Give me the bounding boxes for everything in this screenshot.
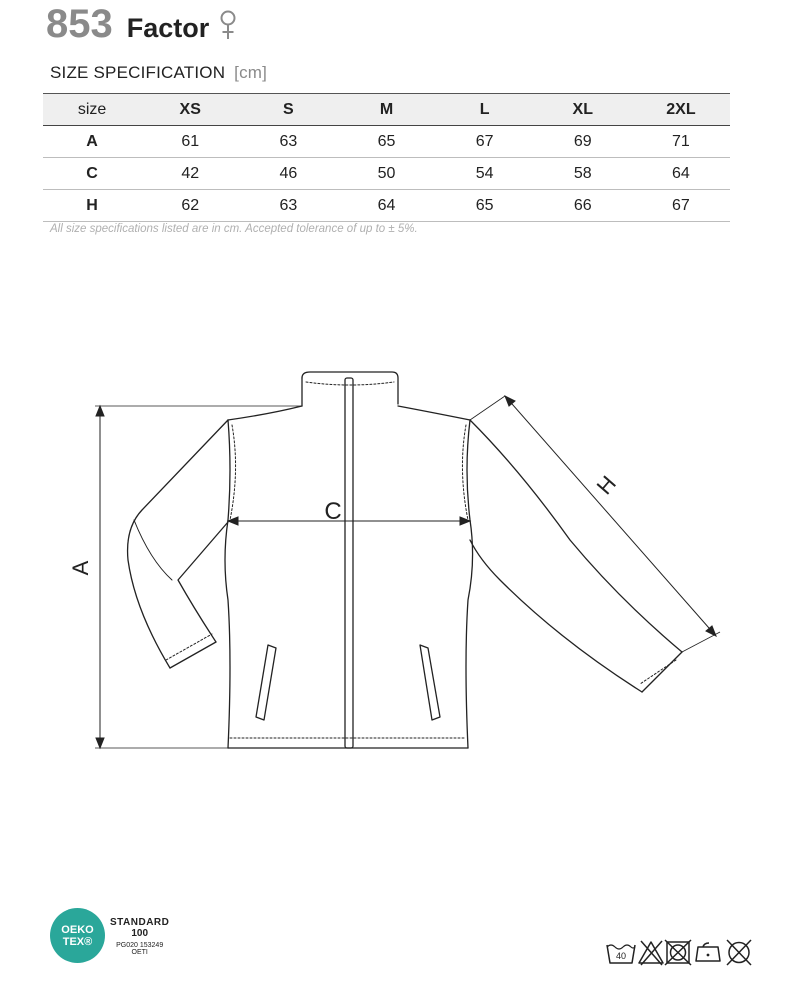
table-cell: 67 — [632, 190, 730, 222]
column-header-xs: XS — [141, 94, 239, 126]
column-header-size: size — [43, 94, 141, 126]
left-cuff-end — [170, 642, 216, 668]
table-cell: 63 — [239, 126, 337, 158]
right-sleeve-outer — [470, 420, 682, 652]
table-cell: 62 — [141, 190, 239, 222]
jacket-measurement-diagram — [0, 350, 803, 770]
table-cell: 67 — [436, 126, 534, 158]
size-spec-title — [50, 63, 267, 83]
table-cell: 71 — [632, 126, 730, 158]
measure-a-label: A — [68, 560, 93, 576]
right-shoulder — [398, 406, 470, 420]
zipper — [345, 378, 353, 748]
table-row — [43, 126, 730, 158]
table-cell: 54 — [436, 158, 534, 190]
no-dry-clean-icon — [727, 940, 751, 965]
tolerance-note: All size specifications listed are in cm. Accepted tolerance of up to ± 5%. — [50, 223, 418, 235]
measure-c-arrow-left — [228, 517, 238, 525]
table-cell: 65 — [337, 126, 435, 158]
table-cell: 58 — [534, 158, 632, 190]
wash-temperature: 40 — [615, 951, 627, 961]
column-header-xl: XL — [534, 94, 632, 126]
left-sleeve-inner — [178, 522, 228, 642]
measure-a-arrow-top — [96, 406, 104, 416]
column-header-s: S — [239, 94, 337, 126]
left-shoulder — [228, 406, 302, 420]
oeko-institute: OETI — [131, 949, 148, 956]
right-pocket — [420, 645, 440, 720]
iron-low-icon — [696, 943, 720, 961]
column-header-m: M — [337, 94, 435, 126]
oeko-standard-label: STANDARD — [110, 917, 170, 928]
measure-h-arrow-top — [505, 396, 515, 406]
oeko-certificate-number: PG020 153249 — [116, 942, 164, 949]
table-cell: 61 — [141, 126, 239, 158]
product-name: Factor — [126, 13, 210, 43]
measure-h-line — [505, 396, 716, 636]
oeko-tex-badge — [50, 908, 105, 963]
oeko-standard-number: 100 — [131, 928, 149, 939]
table-row — [43, 158, 730, 190]
product-code: 853 — [46, 2, 113, 46]
measure-h-arrow-bottom — [706, 626, 716, 636]
row-label: H — [43, 190, 141, 222]
female-symbol-icon — [217, 9, 239, 41]
oeko-badge-line2: TEX® — [62, 935, 93, 948]
table-cell: 46 — [239, 158, 337, 190]
size-spec-unit: [cm] — [234, 63, 268, 82]
right-cuff-end — [642, 652, 682, 692]
table-cell: 66 — [534, 190, 632, 222]
table-cell: 65 — [436, 190, 534, 222]
care-symbols — [606, 937, 756, 967]
measure-c-label: C — [324, 498, 342, 525]
table-cell: 50 — [337, 158, 435, 190]
left-body-side — [225, 420, 230, 748]
no-tumble-dry-icon — [665, 940, 691, 965]
measure-h-label: H — [591, 470, 621, 500]
table-row — [43, 190, 730, 222]
row-label: C — [43, 158, 141, 190]
right-sleeve-inner — [470, 540, 642, 692]
column-header-2xl: 2XL — [632, 94, 730, 126]
size-spec-heading: SIZE SPECIFICATION — [50, 63, 226, 82]
table-cell: 42 — [141, 158, 239, 190]
table-cell: 63 — [239, 190, 337, 222]
left-sleeve-outer — [128, 420, 228, 668]
measure-c-arrow-right — [460, 517, 470, 525]
size-table — [43, 93, 730, 222]
table-cell: 64 — [337, 190, 435, 222]
size-table-header-row — [43, 94, 730, 126]
column-header-l: L — [436, 94, 534, 126]
product-header — [46, 2, 239, 48]
oeko-tex-details — [110, 917, 169, 956]
table-cell: 64 — [632, 158, 730, 190]
left-pocket — [256, 645, 276, 720]
oeko-badge-line1: OEKO — [61, 923, 94, 936]
right-body-side — [466, 420, 473, 748]
row-label: A — [43, 126, 141, 158]
collar-outline — [302, 372, 398, 404]
no-bleach-icon — [639, 941, 663, 965]
table-cell: 69 — [534, 126, 632, 158]
measure-a-arrow-bottom — [96, 738, 104, 748]
